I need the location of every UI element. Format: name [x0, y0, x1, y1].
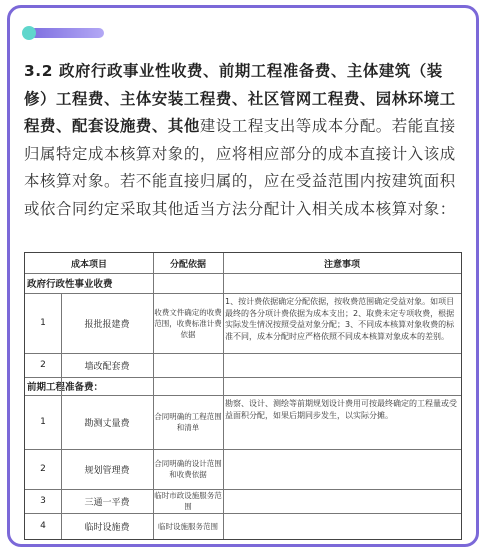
column-divider: [153, 253, 154, 539]
row-item: 墙改配套费: [84, 361, 130, 372]
decorative-badge: [22, 24, 104, 36]
row-basis: 临时设施服务范围: [158, 521, 218, 531]
table-row: [25, 293, 461, 354]
row-item: 勘测丈量费: [84, 418, 130, 429]
row-basis: 临时市政设施服务范围: [154, 491, 222, 511]
table-header-row: [25, 253, 461, 274]
row-note: 1、按计费依据确定分配依据，按收费范围确定受益对象。如项目最终的各分项计费依据为成本支出；2、取费未定专项收费，根据实际发生情况按照受益对象分配；3、不同成本核算对象收费的标准不同，成本分配时应严格依照不同成本核算对象成本的差别。: [225, 297, 455, 341]
badge-pill-shape: [30, 28, 104, 38]
row-number: 3: [40, 496, 46, 506]
table-row: [25, 489, 461, 514]
row-basis: 收费文件确定的收费范围，收费标准计费依据: [154, 307, 222, 339]
row-item: 三通一平费: [84, 497, 130, 508]
table-row: [25, 353, 461, 378]
row-item: 临时设施费: [84, 522, 130, 533]
paragraph-text: 建设工程支出等成本分配。若能直接归属特定成本核算对象的，应将相应部分的成本直接计入该成本核算对象。若不能直接归属的，应在受益范围内按建筑面积或依合同约定采取其他适当方法分配计入相关成本核算对象：: [24, 117, 456, 218]
paragraph-heading: 3.2 政府行政事业性收费、前期工程准备费、主体建筑（装修）工程费、主体安装工程费、社区管网工程费、园林环境工程费、配套设施费、其他: [24, 62, 456, 135]
header-basis: 分配依据: [169, 259, 206, 270]
badge-dot-shape: [22, 26, 36, 40]
header-notes: 注意事项: [323, 259, 360, 270]
row-item: 规划管理费: [84, 465, 130, 476]
table-row: [25, 449, 461, 490]
table-row: [25, 395, 461, 450]
row-number: 4: [40, 521, 46, 531]
article-card: [7, 5, 479, 547]
table-row: [25, 513, 461, 539]
column-divider: [61, 293, 62, 539]
row-number: 1: [40, 417, 46, 427]
cost-allocation-table: [24, 252, 462, 540]
column-divider: [223, 253, 224, 539]
row-number: 1: [40, 318, 46, 328]
row-note: 勘察、设计、测绘等前期规划设计费用可按最终确定的工程量或受益面积分配，如果后期同步发生，以实际分摊。: [225, 399, 457, 420]
section-row: [25, 273, 461, 294]
section-title: 政府行政性事业收费: [27, 279, 113, 290]
row-basis: 合同明确的工程范围和清单: [154, 412, 222, 432]
row-item: 报批报建费: [84, 319, 130, 330]
body-paragraph: [24, 58, 464, 223]
row-number: 2: [40, 360, 46, 370]
section-row: [25, 377, 461, 396]
header-cost-item: 成本项目: [70, 259, 107, 270]
row-basis: 合同明确的设计范围和收费依据: [154, 459, 222, 479]
section-title: 前期工程准备费：: [27, 382, 104, 393]
row-number: 2: [40, 464, 46, 474]
